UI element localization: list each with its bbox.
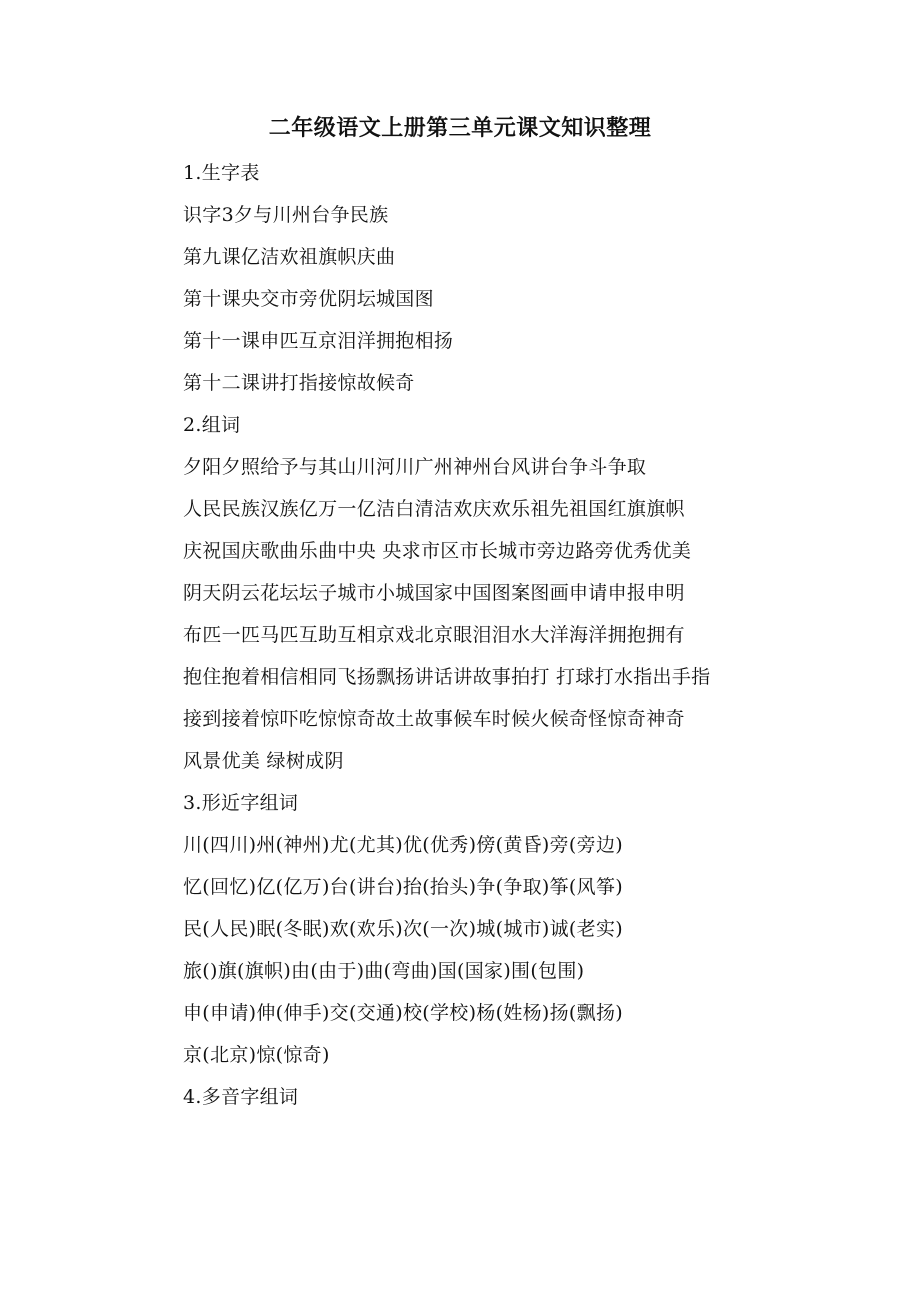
page-title: 二年级语文上册第三单元课文知识整理 — [268, 115, 652, 141]
text-line: 民(人民)眠(冬眠)欢(欢乐)次(一次)城(城市)诚(老实) — [183, 918, 623, 940]
text-line: 京(北京)惊(惊奇) — [183, 1044, 330, 1066]
text-line: 旅()旗(旗帜)由(由于)曲(弯曲)国(国家)围(包围) — [183, 960, 585, 982]
text-line: 阴天阴云花坛坛子城市小城国家中国图案图画申请申报申明 — [183, 582, 685, 604]
text-line: 第十一课申匹互京泪洋拥抱相扬 — [183, 330, 454, 352]
text-line: 夕阳夕照给予与其山川河川广州神州台风讲台争斗争取 — [183, 456, 647, 478]
text-line: 人民民族汉族亿万一亿洁白清洁欢庆欢乐祖先祖国红旗旗帜 — [183, 498, 685, 520]
content-lines — [183, 156, 903, 1122]
text-line: 抱住抱着相信相同飞扬飘扬讲话讲故事拍打 打球打水指出手指 — [183, 666, 711, 688]
section-heading-new-characters: 1.生字表 — [183, 162, 260, 184]
text-line: 风景优美 绿树成阴 — [183, 750, 344, 772]
section-heading-word-groups: 2.组词 — [183, 414, 241, 436]
text-line: 第十二课讲打指接惊故候奇 — [183, 372, 415, 394]
text-line: 忆(回忆)亿(亿万)台(讲台)抬(抬头)争(争取)筝(风筝) — [183, 876, 623, 898]
section-heading-similar-characters: 3.形近字组词 — [183, 792, 299, 814]
text-line: 识字3夕与川州台争民族 — [183, 204, 389, 226]
text-line: 第十课央交市旁优阴坛城国图 — [183, 288, 434, 310]
text-line: 第九课亿洁欢祖旗帜庆曲 — [183, 246, 396, 268]
text-line: 接到接着惊吓吃惊惊奇故土故事候车时候火候奇怪惊奇神奇 — [183, 708, 685, 730]
text-line: 川(四川)州(神州)尤(尤其)优(优秀)傍(黄昏)旁(旁边) — [183, 834, 623, 856]
section-heading-polyphonic-characters: 4.多音字组词 — [183, 1086, 299, 1108]
text-line: 布匹一匹马匹互助互相京戏北京眼泪泪水大洋海洋拥抱拥有 — [183, 624, 685, 646]
text-line: 申(申请)伸(伸手)交(交通)校(学校)杨(姓杨)扬(飘扬) — [183, 1002, 623, 1024]
text-line: 庆祝国庆歌曲乐曲中央 央求市区市长城市旁边路旁优秀优美 — [183, 540, 692, 562]
